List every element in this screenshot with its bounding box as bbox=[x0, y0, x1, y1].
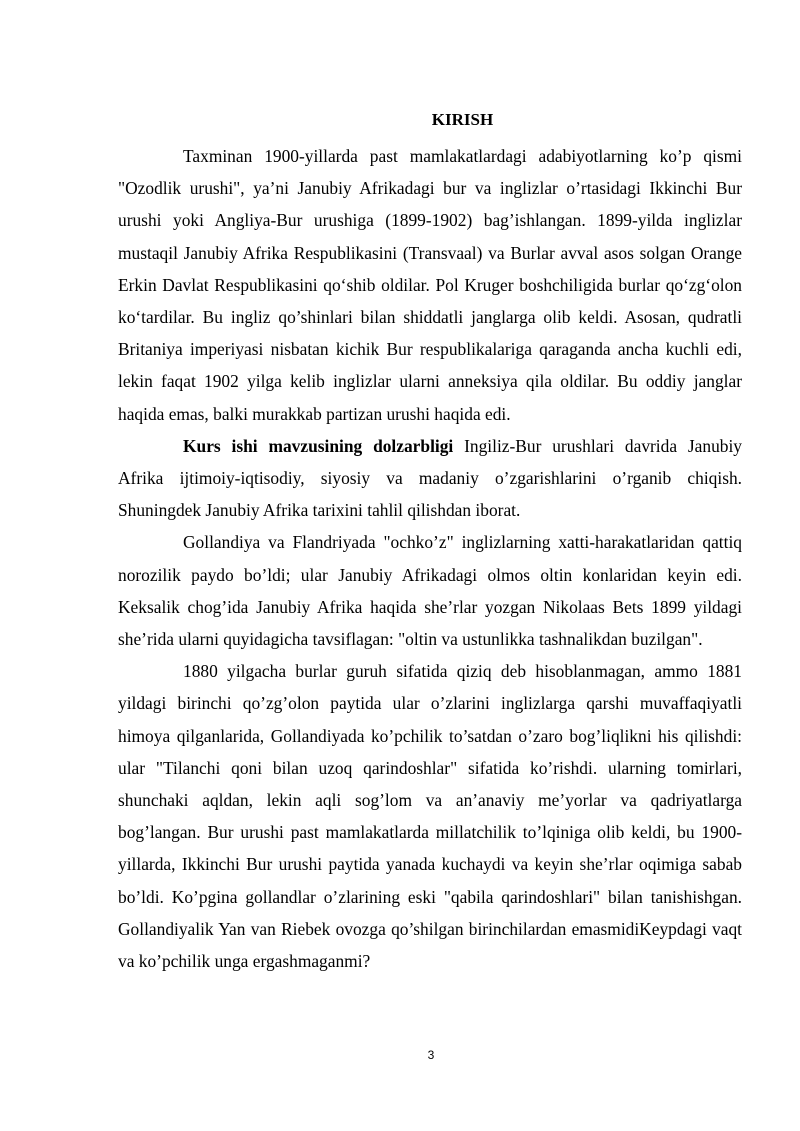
body-text bbox=[118, 140, 742, 977]
page-number: 3 bbox=[427, 1048, 435, 1062]
paragraph-intro: Taxminan 1900-yillarda past mamlakatlardagi adabiyotlarning ko’p qismi "Ozodlik urushi", ya’ni Janubiy Afrikadagi bur va inglizlar o’rtasidagi Ikkinchi Bur urushi yoki Angliya-Bur urushiga (1899-1902) bag’ishlangan. 1899-yilda inglizlar mustaqil Janubiy Afrika Respublikasini (Transvaal) va Burlar avval asos solgan Orange Erkin Davlat Respublikasini qo‘shib oldilar. Pol Kruger boshchiligida burlar qo‘zg‘olon ko‘tardilar. Bu ingliz qo’shinlari bilan shiddatli janglarga olib keldi. Asosan, qudratli Britaniya imperiyasi nisbatan kichik Bur respublikalariga qaraganda ancha kuchli edi, lekin faqat 1902 yilga kelib inglizlar ularni anneksiya qila oldilar. Bu oddiy janglar haqida emas, balki murakkab partizan urushi haqida edi. bbox=[118, 146, 742, 424]
relevance-label: Kurs ishi mavzusining dolzarbligi bbox=[183, 435, 454, 456]
paragraph-netherlands: Gollandiya va Flandriyada "ochko’z" inglizlarning xatti-harakatlaridan qattiq norozilik paydo bo’ldi; ular Janubiy Afrikadagi olmos oltin konlaridan keyin edi. Keksalik chog’ida Janubiy Afrika haqida she’rlar yozgan Nikolaas Bets 1899 yildagi she’rida ularni quyidagicha tavsiflagan: "oltin va ustunlikka tashnalikdan buzilgan". bbox=[118, 532, 742, 650]
paragraph-1880: 1880 yilgacha burlar guruh sifatida qiziq deb hisoblanmagan, ammo 1881 yildagi birinchi qo’zg’olon paytida ular o’zlarini inglizlarga qarshi muvaffaqiyatli himoya qilganlarida, Gollandiyada ko’pchilik to’satdan o’zaro bog’liqlikni his qilishdi: ular "Tilanchi qoni bilan uzoq qarindoshlar" sifatida ko’rishdi. ularning tomirlari, shunchaki aqldan, lekin aqli sog’lom va an’anaviy me’yorlar va qadriyatlarga bog’langan. Bur urushi past mamlakatlarda millatchilik to’lqiniga olib keldi, bu 1900-yillarda, Ikkinchi Bur urushi paytida yanada kuchaydi va keyin she’rlar oqimiga sabab bo’ldi. Ko’pgina gollandlar o’zlarining eski "qabila qarindoshlari" bilan tanishishgan. Gollandiyalik Yan van Riebek ovozga qo’shilgan birinchilardan emasmidiKeypdagi vaqt va ko’pchilik unga ergashmaganmi? bbox=[118, 661, 742, 972]
section-heading: KIRISH bbox=[431, 110, 494, 129]
relevance-text: Ingiliz-Bur urushlari davrida Janubiy Afrika ijtimoiy-iqtisodiy, siyosiy va madaniy o’zgarishlarini o’rganib chiqish. Shuningdek Janubiy Afrika tarixini tahlil qilishdan iborat. bbox=[118, 435, 742, 521]
paragraph-relevance bbox=[118, 430, 742, 527]
